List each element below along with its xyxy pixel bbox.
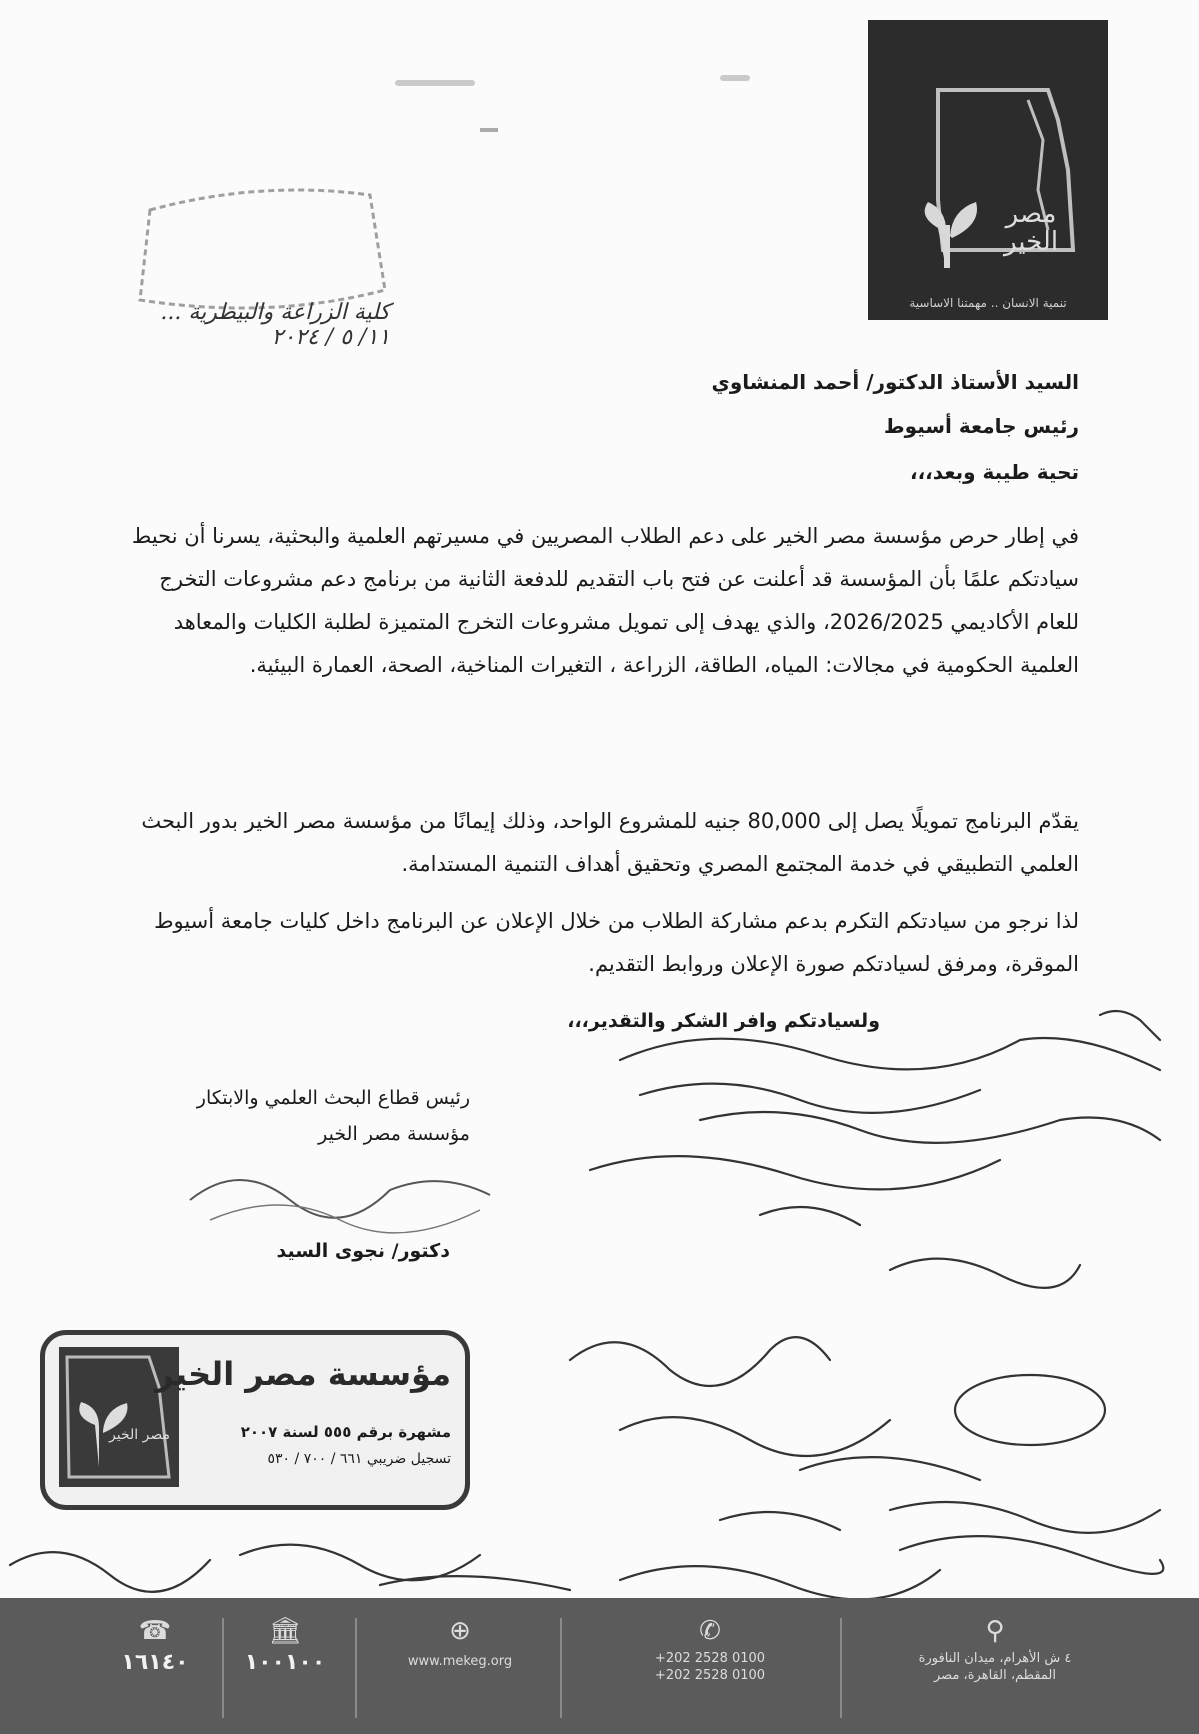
- recipient-name: السيد الأستاذ الدكتور/ أحمد المنشاوي: [711, 370, 1079, 394]
- greeting: تحية طيبة وبعد،،،: [909, 460, 1079, 484]
- sprout-icon: [908, 180, 988, 270]
- bank-icon: 🏛: [268, 1616, 302, 1646]
- scan-artifact: [720, 75, 750, 81]
- scan-artifact: [480, 128, 498, 132]
- body-paragraph-3: لذا نرجو من سيادتكم التكرم بدعم مشاركة الطلاب من خلال الإعلان عن البرنامج داخل كليات جامعة أسيوط الموقرة، ومرفق لسيادتكم صورة الإعلان وروابط التقديم.: [154, 909, 1079, 976]
- phone-hotline-icon: ☎: [138, 1616, 172, 1646]
- handwritten-note-bottom: [0, 1525, 580, 1605]
- bank-account-number: ١٠٠١٠٠: [244, 1650, 326, 1675]
- foundation-logo: [868, 20, 1108, 320]
- handwritten-signature: [180, 1150, 500, 1240]
- phone-number-1: +202 2528 0100: [654, 1651, 766, 1666]
- closing-line: ولسيادتكم وافر الشكر والتقدير،،،: [567, 1010, 880, 1032]
- signatory-name: دكتور/ نجوى السيد: [276, 1240, 450, 1262]
- body-paragraph-2: يقدّم البرنامج تمويلًا يصل إلى 80,000 جنيه للمشروع الواحد، وذلك إيمانًا من مؤسسة مصر الخير بدور البحث العلمي التطبيقي في خدمة المجتمع المصري وتحقيق أهداف التنمية المستدامة.: [141, 809, 1079, 876]
- footer-website: [380, 1616, 540, 1670]
- footer-divider: [222, 1618, 224, 1718]
- letter-footer: [0, 1598, 1199, 1734]
- footer-phones: [630, 1616, 790, 1684]
- address-line-1: ٤ ش الأهرام، ميدان النافورة: [918, 1651, 1072, 1666]
- seal-logo-text: مصر الخير: [109, 1427, 170, 1443]
- signatory-role: رئيس قطاع البحث العلمي والابتكار: [196, 1087, 470, 1109]
- phone-number-2: +202 2528 0100: [654, 1668, 766, 1683]
- signatory-title: [130, 1080, 470, 1152]
- address-line-2: المقطم، القاهرة، مصر: [934, 1668, 1056, 1683]
- footer-divider: [560, 1618, 562, 1718]
- signatory-org: مؤسسة مصر الخير: [318, 1123, 470, 1145]
- footer-address: [880, 1616, 1110, 1684]
- seal-org-name: مؤسسة مصر الخير: [155, 1355, 451, 1393]
- logo-org-name: مصر الخير: [1003, 199, 1059, 257]
- footer-divider: [355, 1618, 357, 1718]
- seal-registration: مشهرة برقم ٥٥٥ لسنة ٢٠٠٧: [240, 1423, 451, 1441]
- footer-divider: [840, 1618, 842, 1718]
- phone-icon: ✆: [699, 1616, 721, 1646]
- scan-artifact: [395, 80, 475, 86]
- handwritten-annotations: [560, 1000, 1180, 1600]
- logo-tagline: تنمية الانسان .. مهمتنا الاساسية: [909, 296, 1067, 310]
- body-paragraph-1: في إطار حرص مؤسسة مصر الخير على دعم الطلاب المصريين في مسيرتهم العلمية والبحثية، يسرنا أن نحيط سيادتكم علمًا بأن المؤسسة قد أعلنت عن فتح باب التقديم للدفعة الثانية من برنامج دعم مشروعات التخرج للعام الأكاديمي 2026/2025، والذي يهدف إلى تمويل مشروعات التخرج المتميزة لطلبة الكليات والمعاهد العلمية الحكومية في مجالات: المياه، الطاقة، الزراعة ، التغيرات المناخية، الصحة، العمارة البيئية.: [131, 524, 1079, 677]
- recipient-title: رئيس جامعة أسيوط: [883, 414, 1079, 438]
- website-url: www.mekeg.org: [407, 1654, 513, 1669]
- seal-tax-number: تسجيل ضريبي ٦٦١ / ٧٠٠ / ٥٣٠: [267, 1451, 451, 1467]
- hotline-number: ١٦١٤٠: [121, 1650, 189, 1675]
- footer-hotline: [95, 1616, 215, 1675]
- footer-bank: [225, 1616, 345, 1675]
- location-pin-icon: ⚲: [985, 1616, 1005, 1646]
- recipient-block: [479, 360, 1079, 448]
- received-stamp: [120, 170, 400, 360]
- foundation-seal: [40, 1330, 470, 1510]
- globe-icon: ⊕: [449, 1616, 471, 1646]
- stamp-text: كلية الزراعة والبيطرية ... ١١/ ٥ / ٢٠٢٤: [160, 300, 390, 350]
